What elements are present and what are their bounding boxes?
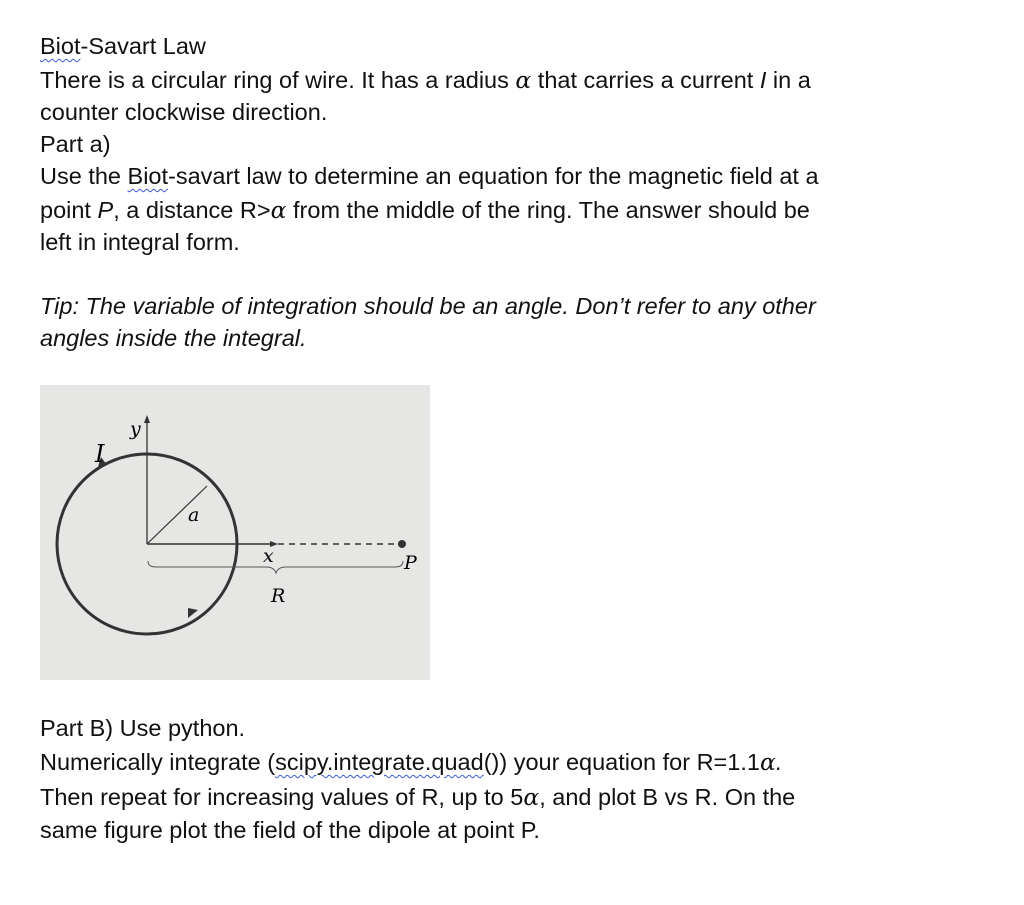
x-label: x [263, 545, 274, 567]
t: , a distance R> [113, 197, 271, 223]
intro-line-1 [40, 64, 811, 96]
title-biot: Biot [40, 33, 81, 59]
current-arrow-icon [188, 608, 198, 618]
t: Then repeat for increasing values of R, up to 5 [40, 784, 524, 810]
t: in a [766, 67, 811, 93]
tip-line-1: Tip: The variable of integration should be an angle. Don’t refer to any other [40, 293, 816, 319]
part-b-line-1: Part B) Use python. [40, 715, 246, 741]
y-arrow-icon [144, 415, 150, 423]
part-b-line-4: same figure plot the field of the dipole at point P. [40, 817, 540, 843]
t: -savart law to determine an equation for the magnetic field at a [168, 163, 819, 189]
part-a-line-1 [40, 160, 819, 192]
current-label: I [95, 440, 105, 468]
t: Use the [40, 163, 128, 189]
y-label: y [130, 418, 141, 440]
t: Numerically integrate ( [40, 749, 276, 775]
part-a-line-3: left in integral form. [40, 229, 240, 255]
part-a-heading: Part a) [40, 131, 111, 157]
point-p [398, 540, 406, 548]
t: , and plot B vs R. On the [539, 784, 796, 810]
t: scipy.integrate.quad [275, 749, 484, 775]
r-brace [148, 561, 403, 573]
t: point [40, 197, 98, 223]
t: . [775, 749, 783, 775]
document-title [40, 30, 206, 62]
alpha: α [270, 196, 287, 224]
alpha: α [523, 783, 540, 811]
t: I [759, 67, 767, 93]
p-label: P [404, 552, 417, 574]
t: Biot [127, 163, 169, 189]
t: P [97, 197, 114, 223]
alpha: α [759, 748, 776, 776]
alpha: α [515, 66, 532, 94]
radius-label: a [188, 504, 200, 526]
t: There is a circular ring of wire. It has a radius [40, 67, 516, 93]
part-b-line-2 [40, 746, 782, 778]
ring-diagram [40, 385, 430, 680]
t: ()) your equation for R=1.1 [483, 749, 760, 775]
part-a-line-2 [40, 194, 810, 226]
tip-line-2: angles inside the integral. [40, 325, 307, 351]
title-rest: -Savart Law [80, 33, 206, 59]
t: from the middle of the ring. The answer should be [286, 197, 810, 223]
part-b-line-3 [40, 781, 795, 813]
t: that carries a current [531, 67, 760, 93]
r-label: R [271, 585, 286, 607]
intro-line-2: counter clockwise direction. [40, 99, 328, 125]
